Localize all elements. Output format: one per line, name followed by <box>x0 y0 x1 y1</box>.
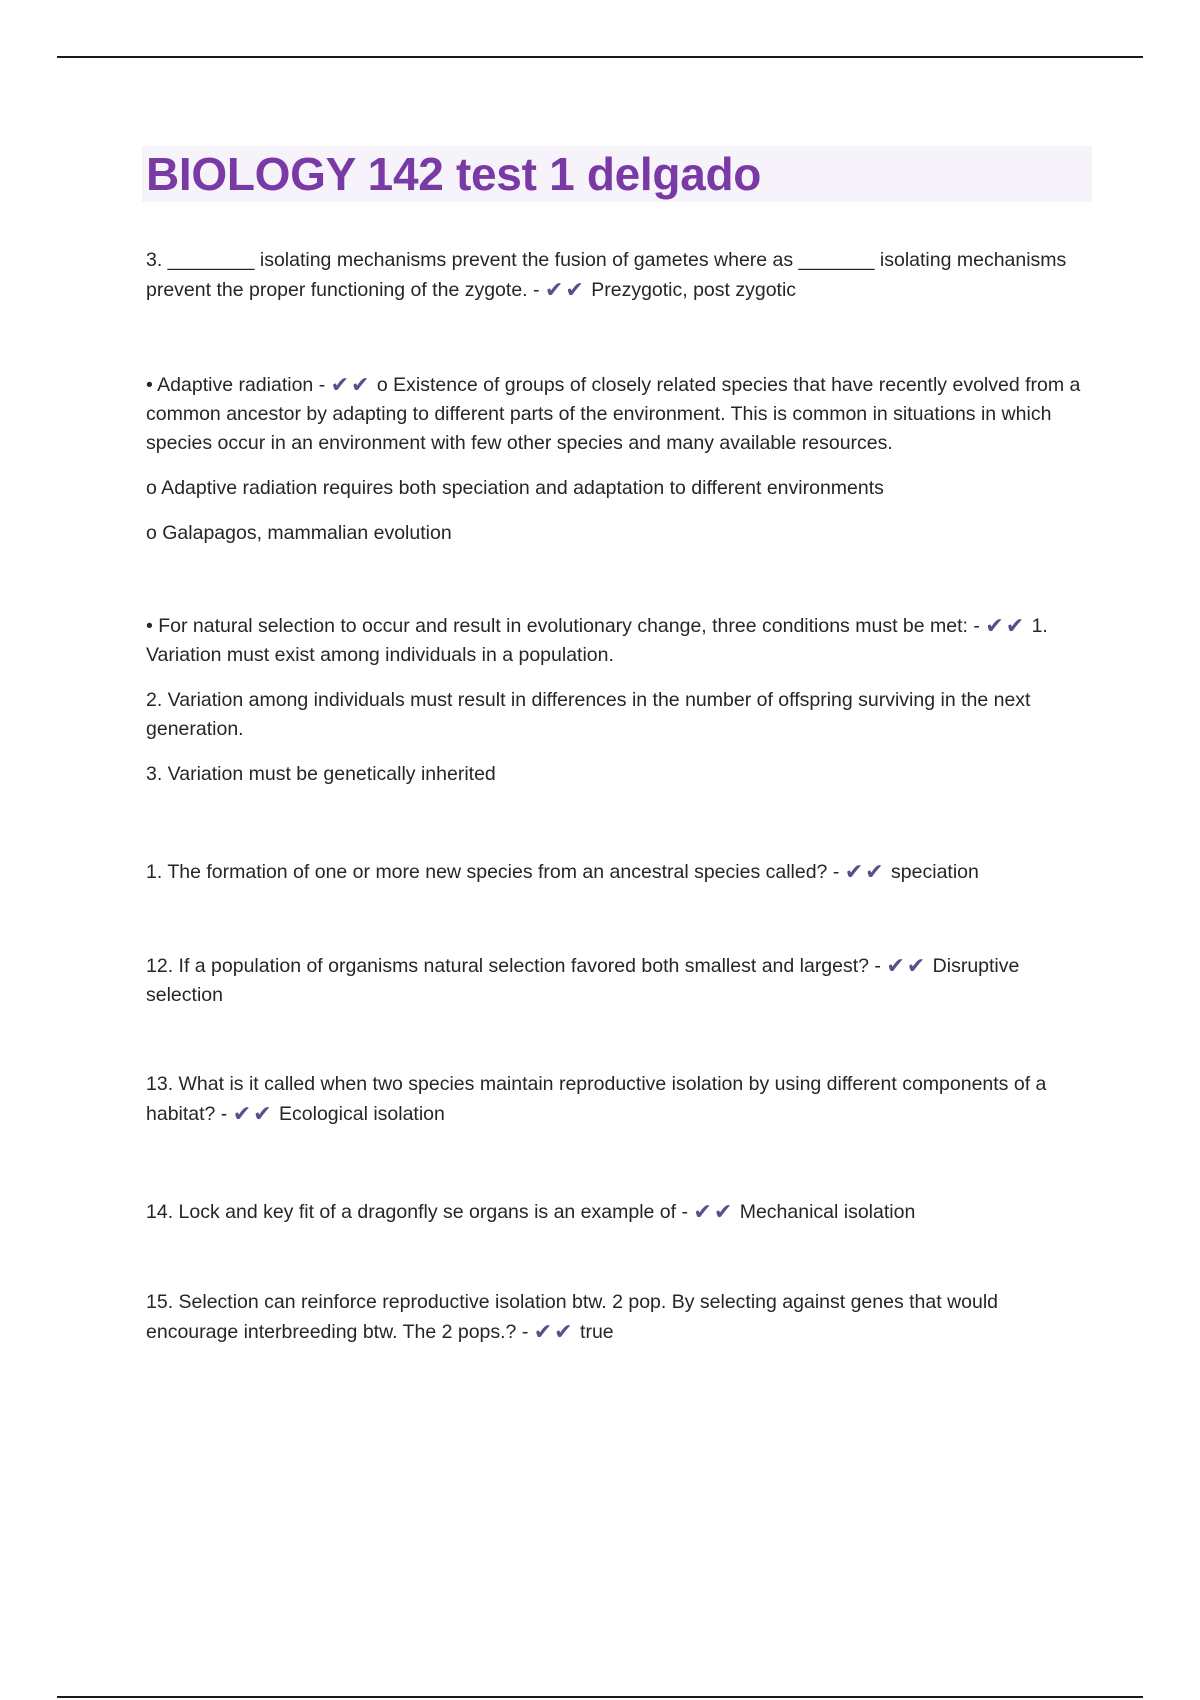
bottom-divider <box>57 1696 1143 1698</box>
qa-item-1 <box>146 857 1086 887</box>
answer-extra-line: 2. Variation among individuals must result in differences in the number of offspring surviving in the next generation. <box>146 689 1031 740</box>
top-divider <box>57 56 1143 58</box>
qa-item-adaptive-radiation <box>146 370 1086 548</box>
question-text: 13. What is it called when two species maintain reproductive isolation by using different components of a habitat? - <box>146 1073 1047 1125</box>
qa-text <box>146 611 1086 670</box>
qa-text <box>146 370 1086 458</box>
qa-text <box>146 1288 1086 1347</box>
question-text: 15. Selection can reinforce reproductive isolation btw. 2 pop. By selecting against genes that would encourage interbreeding btw. The 2 pops.? - <box>146 1291 999 1343</box>
double-check-icon: ✔✔ <box>693 1199 735 1224</box>
double-check-icon: ✔✔ <box>232 1101 274 1126</box>
answer-extra-line: o Adaptive radiation requires both speciation and adaptation to different environments <box>146 477 884 499</box>
double-check-icon: ✔✔ <box>886 953 928 978</box>
question-text: 3. ________ isolating mechanisms prevent the fusion of gametes where as _______ isolating mechanisms prevent the proper functioning of the zygote. - <box>146 249 1067 301</box>
qa-item-15 <box>146 1288 1086 1347</box>
answer-text: 1. Variation must exist among individuals in a population. <box>146 615 1048 666</box>
answer-text: Mechanical isolation <box>739 1201 916 1223</box>
question-text: • For natural selection to occur and result in evolutionary change, three conditions must be met: - <box>146 615 980 637</box>
double-check-icon: ✔✔ <box>533 1319 575 1344</box>
double-check-icon: ✔✔ <box>330 372 372 397</box>
answer-text: speciation <box>891 861 979 883</box>
question-text: • Adaptive radiation - <box>146 374 326 396</box>
answer-text: Ecological isolation <box>279 1103 445 1125</box>
qa-item-3 <box>146 246 1086 305</box>
answer-text: Prezygotic, post zygotic <box>591 279 797 301</box>
qa-text <box>146 951 1086 1010</box>
qa-text <box>146 1197 1086 1227</box>
double-check-icon: ✔✔ <box>844 859 886 884</box>
answer-text: true <box>580 1321 614 1343</box>
answer-extra-line: o Galapagos, mammalian evolution <box>146 522 452 544</box>
double-check-icon: ✔✔ <box>544 277 586 302</box>
qa-item-13 <box>146 1070 1086 1129</box>
question-text: 14. Lock and key fit of a dragonfly se organs is an example of - <box>146 1201 688 1223</box>
answer-text: o Existence of groups of closely related species that have recently evolved from a common ancestor by adapting to different parts of the environment. This is common in situations in which species occur in an environment with few other species and many available resources. <box>146 374 1081 454</box>
double-check-icon: ✔✔ <box>985 613 1027 638</box>
question-text: 1. The formation of one or more new species from an ancestral species called? - <box>146 861 840 883</box>
qa-text <box>146 246 1086 305</box>
qa-item-12 <box>146 951 1086 1010</box>
qa-item-14 <box>146 1197 1086 1227</box>
qa-text <box>146 1070 1086 1129</box>
page-title: BIOLOGY 142 test 1 delgado <box>146 148 762 200</box>
question-text: 12. If a population of organisms natural selection favored both smallest and largest? - <box>146 955 881 977</box>
qa-text <box>146 857 1086 887</box>
answer-text: Disruptive selection <box>146 955 1020 1006</box>
answer-extra-line: 3. Variation must be genetically inherited <box>146 763 496 785</box>
qa-item-natural-selection <box>146 611 1086 789</box>
